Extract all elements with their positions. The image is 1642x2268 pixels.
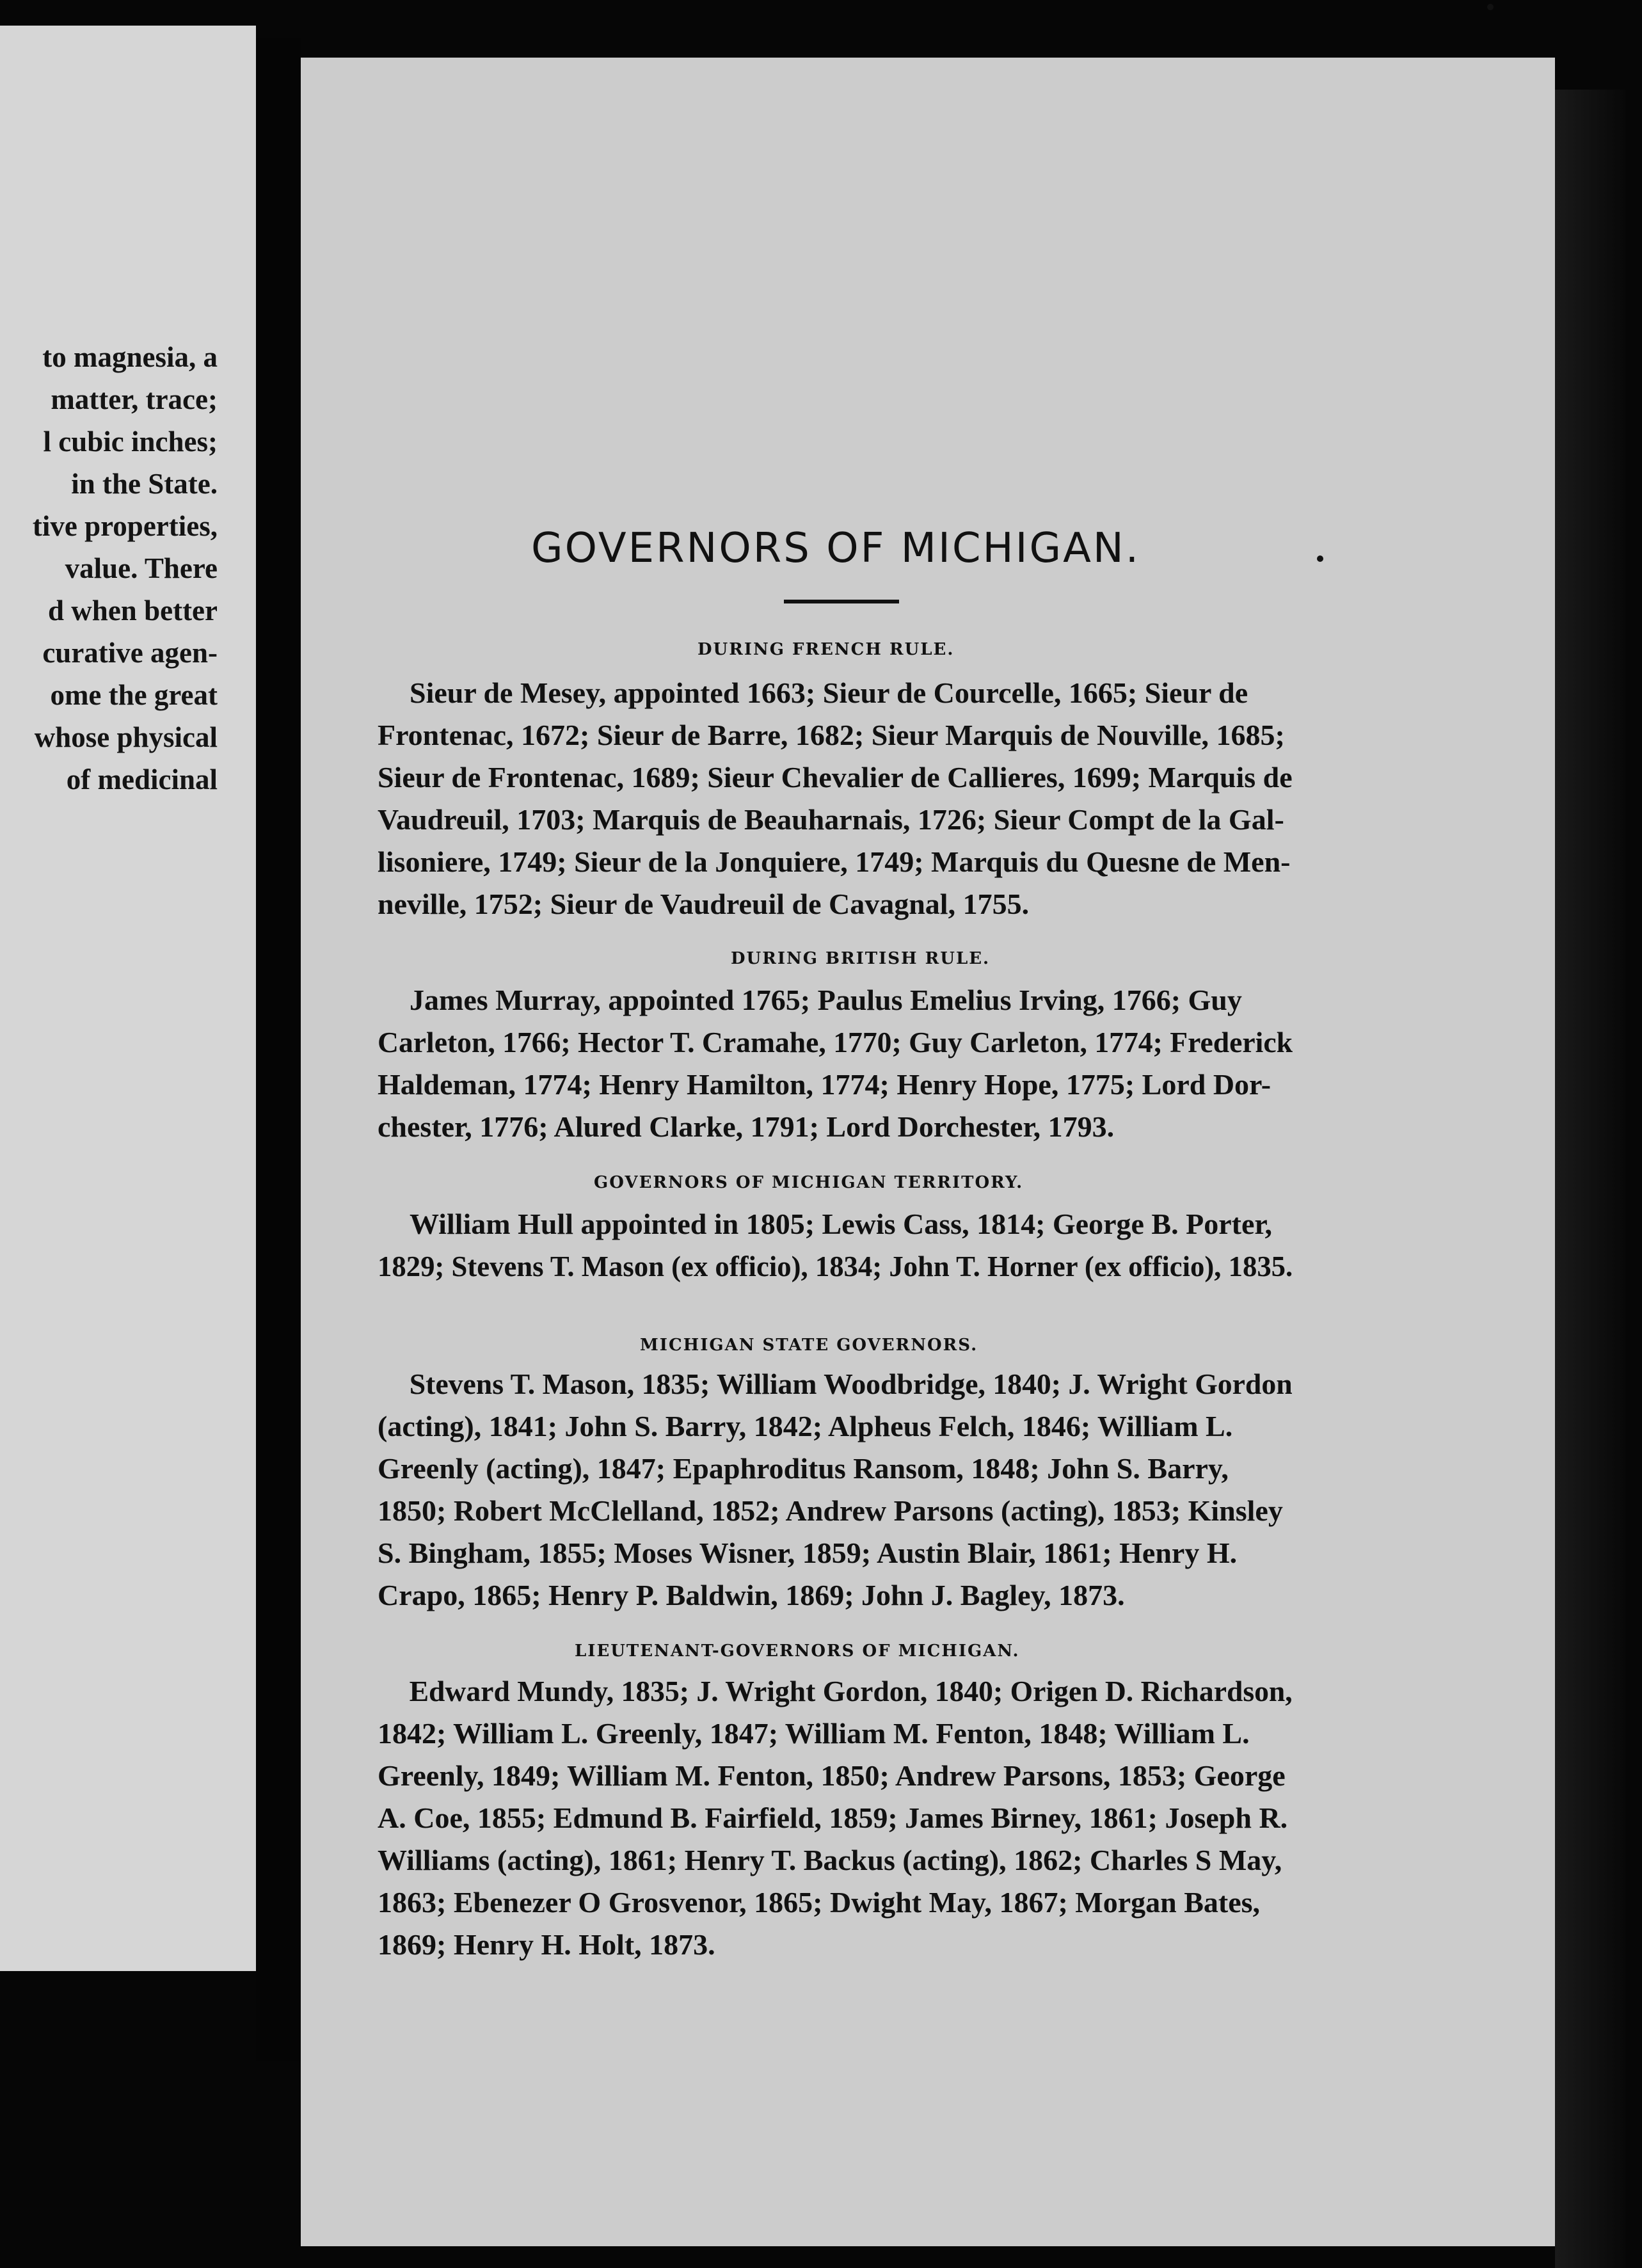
text-line: Stevens T. Mason, 1835; William Woodbridge, 1840; J. Wright Gordon [409, 1368, 1293, 1400]
text-line: S. Bingham, 1855; Moses Wisner, 1859; Austin Blair, 1861; Henry H. [378, 1537, 1238, 1569]
section-body-territory [378, 1203, 1293, 1288]
text-line: Greenly, 1849; William M. Fenton, 1850; Andrew Parsons, 1853; George [378, 1759, 1286, 1792]
text-line: Sieur de Frontenac, 1689; Sieur Chevalier de Callieres, 1699; Marquis de [378, 761, 1293, 794]
text-line: Crapo, 1865; Henry P. Baldwin, 1869; John J. Bagley, 1873. [378, 1579, 1125, 1611]
left-page-line: in the State. [71, 468, 218, 500]
left-page-line: to magnesia, a [42, 341, 218, 373]
scan-speck [1317, 555, 1323, 562]
left-page-line: d when better [48, 595, 218, 627]
text-line: (acting), 1841; John S. Barry, 1842; Alpheus Felch, 1846; William L. [378, 1410, 1233, 1442]
text-line: James Murray, appointed 1765; Paulus Emelius Irving, 1766; Guy [410, 984, 1242, 1016]
left-page-text [0, 336, 218, 801]
section-heading-state-governors: MICHIGAN STATE GOVERNORS. [640, 1336, 978, 1355]
text-line: 1863; Ebenezer O Grosvenor, 1865; Dwight May, 1867; Morgan Bates, [378, 1886, 1261, 1919]
left-page [0, 26, 256, 1971]
section-heading-british-rule: DURING BRITISH RULE. [731, 949, 991, 968]
text-line: 1850; Robert McClelland, 1852; Andrew Parsons (acting), 1853; Kinsley [378, 1494, 1283, 1527]
text-line: 1829; Stevens T. Mason (ex officio), 1834; John T. Horner (ex officio), 1835. [378, 1250, 1293, 1282]
section-heading-french-rule: DURING FRENCH RULE. [697, 640, 955, 659]
text-line: 1869; Henry H. Holt, 1873. [378, 1928, 715, 1961]
section-body-british-rule [378, 979, 1293, 1148]
section-body-state-governors [378, 1363, 1293, 1617]
text-line: Haldeman, 1774; Henry Hamilton, 1774; Henry Hope, 1775; Lord Dor- [378, 1068, 1271, 1101]
section-heading-territory: GOVERNORS OF MICHIGAN TERRITORY. [594, 1173, 1024, 1192]
text-line: Sieur de Mesey, appointed 1663; Sieur de Courcelle, 1665; Sieur de [410, 676, 1248, 709]
text-line: chester, 1776; Alured Clarke, 1791; Lord Dorchester, 1793. [378, 1110, 1115, 1143]
page-edge-shadow [1555, 90, 1625, 2268]
text-line: lisoniere, 1749; Sieur de la Jonquiere, 1749; Marquis du Quesne de Men- [378, 845, 1291, 878]
left-page-line: ome the great [50, 679, 218, 711]
text-line: William Hull appointed in 1805; Lewis Cass, 1814; George B. Porter, [410, 1208, 1273, 1240]
text-line: 1842; William L. Greenly, 1847; William M. Fenton, 1848; William L. [378, 1717, 1250, 1750]
text-line: Williams (acting), 1861; Henry T. Backus (acting), 1862; Charles S May, [378, 1844, 1282, 1876]
left-page-line: matter, trace; [51, 383, 218, 415]
text-line: Greenly (acting), 1847; Epaphroditus Ransom, 1848; John S. Barry, [378, 1452, 1229, 1485]
book-gutter [256, 38, 301, 2061]
text-line: Vaudreuil, 1703; Marquis de Beauharnais, 1726; Sieur Compt de la Gal- [378, 803, 1284, 836]
text-line: Frontenac, 1672; Sieur de Barre, 1682; Sieur Marquis de Nouville, 1685; [378, 719, 1285, 751]
left-page-line: whose physical [34, 721, 218, 753]
section-body-lieutenant-governors [378, 1670, 1293, 1966]
left-page-line: l cubic inches; [43, 426, 218, 458]
text-line: Carleton, 1766; Hector T. Cramahe, 1770; Guy Carleton, 1774; Frederick [378, 1026, 1293, 1058]
section-body-french-rule [378, 672, 1293, 925]
left-page-line: value. There [65, 552, 218, 584]
text-line: neville, 1752; Sieur de Vaudreuil de Cavagnal, 1755. [378, 888, 1030, 920]
text-line: A. Coe, 1855; Edmund B. Fairfield, 1859; James Birney, 1861; Joseph R. [378, 1801, 1288, 1834]
section-heading-lieutenant-governors: LIEUTENANT-GOVERNORS OF MICHIGAN. [575, 1641, 1020, 1661]
title-divider [784, 600, 899, 603]
text-line: Edward Mundy, 1835; J. Wright Gordon, 1840; Origen D. Richardson, [409, 1675, 1293, 1707]
left-page-line: of medicinal [66, 763, 218, 795]
left-page-line: tive properties, [32, 510, 218, 542]
page-title: GOVERNORS OF MICHIGAN. [531, 525, 1141, 572]
left-page-line: curative agen- [42, 637, 218, 669]
scan-speck [1487, 4, 1494, 10]
